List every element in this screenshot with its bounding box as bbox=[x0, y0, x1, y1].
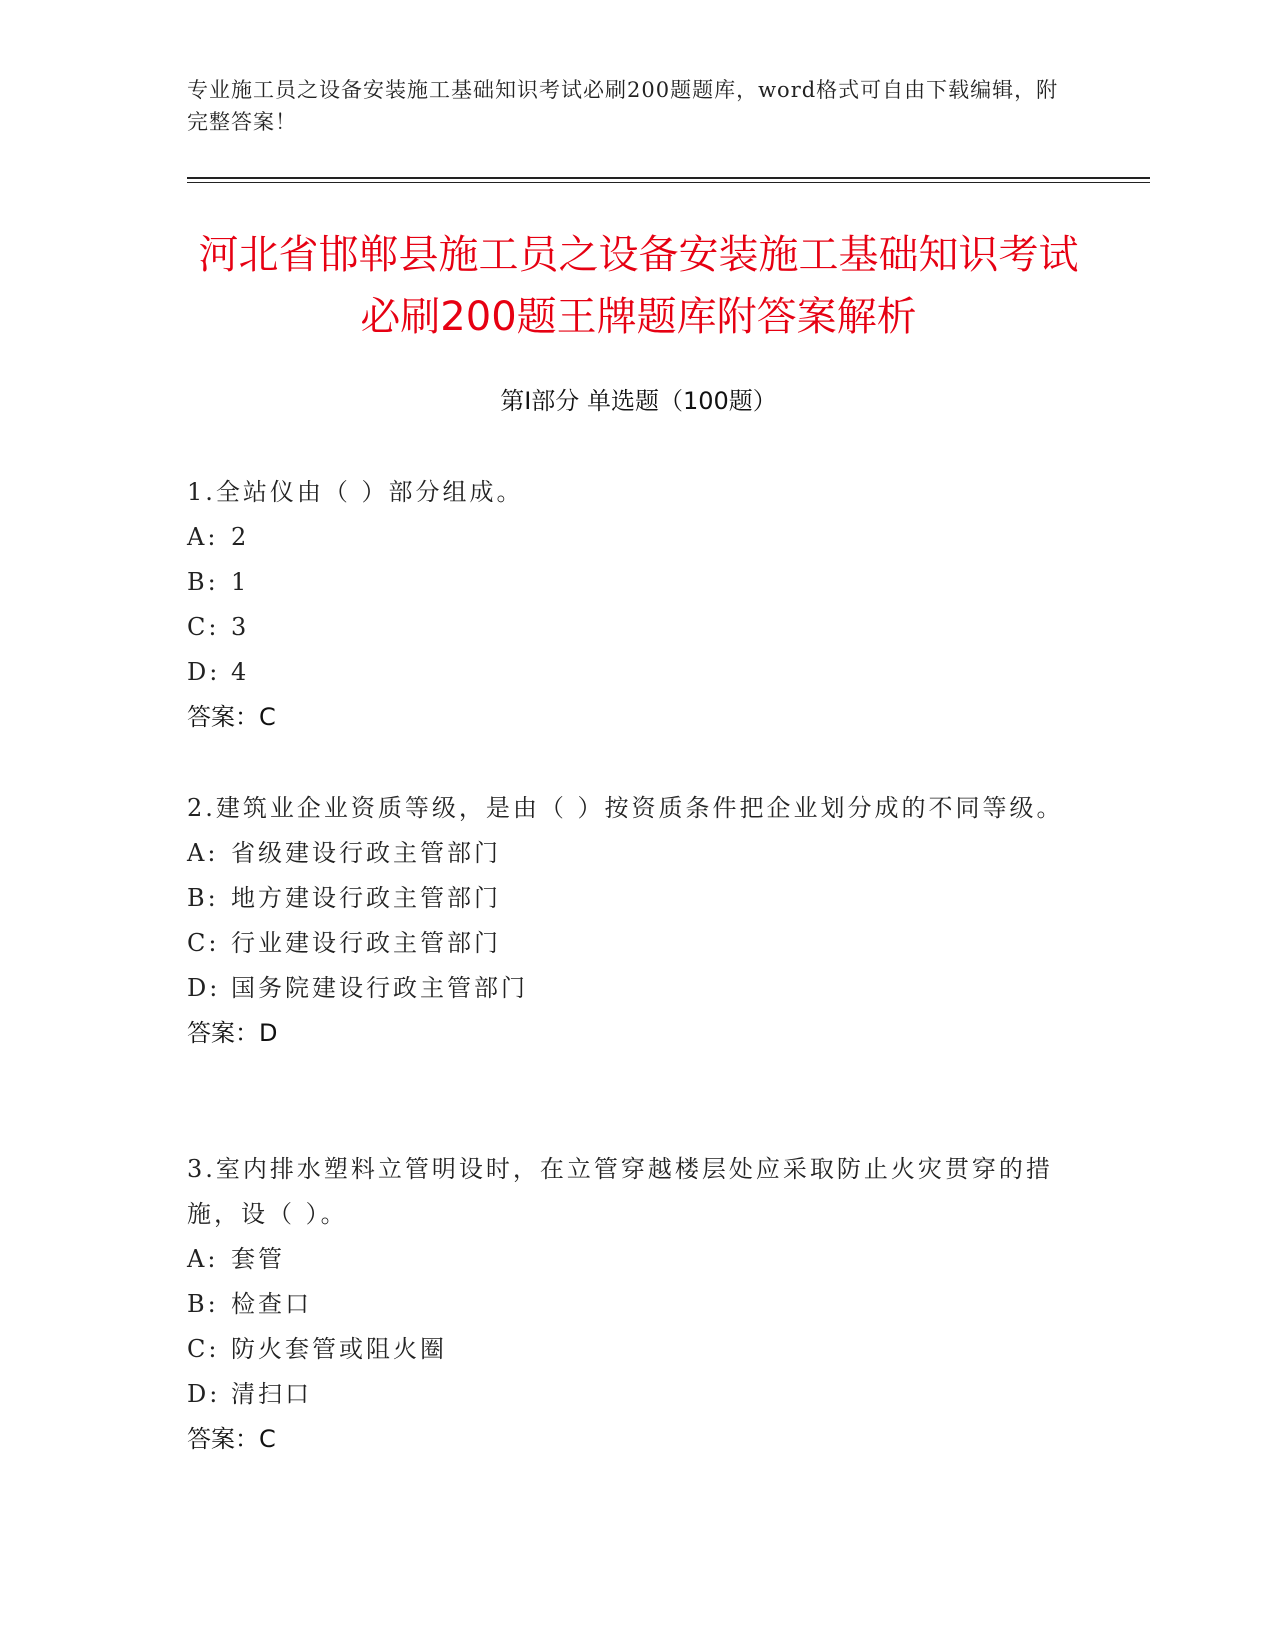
question-2 bbox=[187, 786, 1087, 1056]
option-c bbox=[187, 605, 1087, 650]
option-key: C: bbox=[187, 1335, 220, 1363]
option-key: A: bbox=[187, 523, 219, 551]
option-text: 清扫口 bbox=[231, 1380, 312, 1408]
header-note: 专业施工员之设备安装施工基础知识考试必刷200题题库，word格式可自由下载编辑，附完整答案！ bbox=[187, 78, 1059, 134]
option-key: B: bbox=[187, 1290, 219, 1318]
answer: 答案：C bbox=[187, 703, 276, 731]
option-key: C: bbox=[187, 613, 220, 641]
option-key: D: bbox=[187, 974, 221, 1002]
option-text: 4 bbox=[231, 658, 250, 686]
option-text: 地方建设行政主管部门 bbox=[231, 884, 501, 912]
option-key: B: bbox=[187, 568, 219, 596]
option-d bbox=[187, 966, 1087, 1011]
document-title: 河北省邯郸县施工员之设备安装施工基础知识考试必刷200题王牌题库附答案解析 bbox=[198, 232, 1079, 340]
option-text: 防火套管或阻火圈 bbox=[231, 1335, 447, 1363]
option-key: A: bbox=[187, 1245, 219, 1273]
header-divider-thin bbox=[187, 182, 1150, 183]
option-key: B: bbox=[187, 884, 219, 912]
option-d bbox=[187, 650, 1087, 695]
question-1 bbox=[187, 470, 1087, 740]
option-text: 国务院建设行政主管部门 bbox=[231, 974, 528, 1002]
option-a bbox=[187, 515, 1087, 560]
option-b bbox=[187, 876, 1087, 921]
option-text: 检查口 bbox=[231, 1290, 312, 1318]
option-text: 行业建设行政主管部门 bbox=[231, 929, 501, 957]
answer: 答案：C bbox=[187, 1425, 276, 1453]
option-text: 省级建设行政主管部门 bbox=[231, 839, 501, 867]
header-divider-thick bbox=[187, 177, 1150, 179]
option-text: 2 bbox=[231, 523, 250, 551]
question-stem: 1.全站仪由（ ）部分组成。 bbox=[187, 478, 524, 506]
option-text: 3 bbox=[231, 613, 250, 641]
option-d bbox=[187, 1372, 1087, 1417]
question-3 bbox=[187, 1147, 1087, 1462]
option-text: 1 bbox=[231, 568, 250, 596]
option-key: D: bbox=[187, 1380, 221, 1408]
question-stem: 2.建筑业企业资质等级，是由（ ）按资质条件把企业划分成的不同等级。 bbox=[187, 794, 1064, 822]
option-key: D: bbox=[187, 658, 221, 686]
answer: 答案：D bbox=[187, 1019, 278, 1047]
option-c bbox=[187, 921, 1087, 966]
option-a bbox=[187, 831, 1087, 876]
option-key: A: bbox=[187, 839, 219, 867]
question-stem: 3.室内排水塑料立管明设时，在立管穿越楼层处应采取防止火灾贯穿的措施，设（ ）。 bbox=[187, 1155, 1053, 1228]
option-a bbox=[187, 1237, 1087, 1282]
option-b bbox=[187, 560, 1087, 605]
section-title: 第Ⅰ部分 单选题（100题） bbox=[500, 387, 777, 415]
option-key: C: bbox=[187, 929, 220, 957]
option-text: 套管 bbox=[231, 1245, 285, 1273]
option-b bbox=[187, 1282, 1087, 1327]
option-c bbox=[187, 1327, 1087, 1372]
